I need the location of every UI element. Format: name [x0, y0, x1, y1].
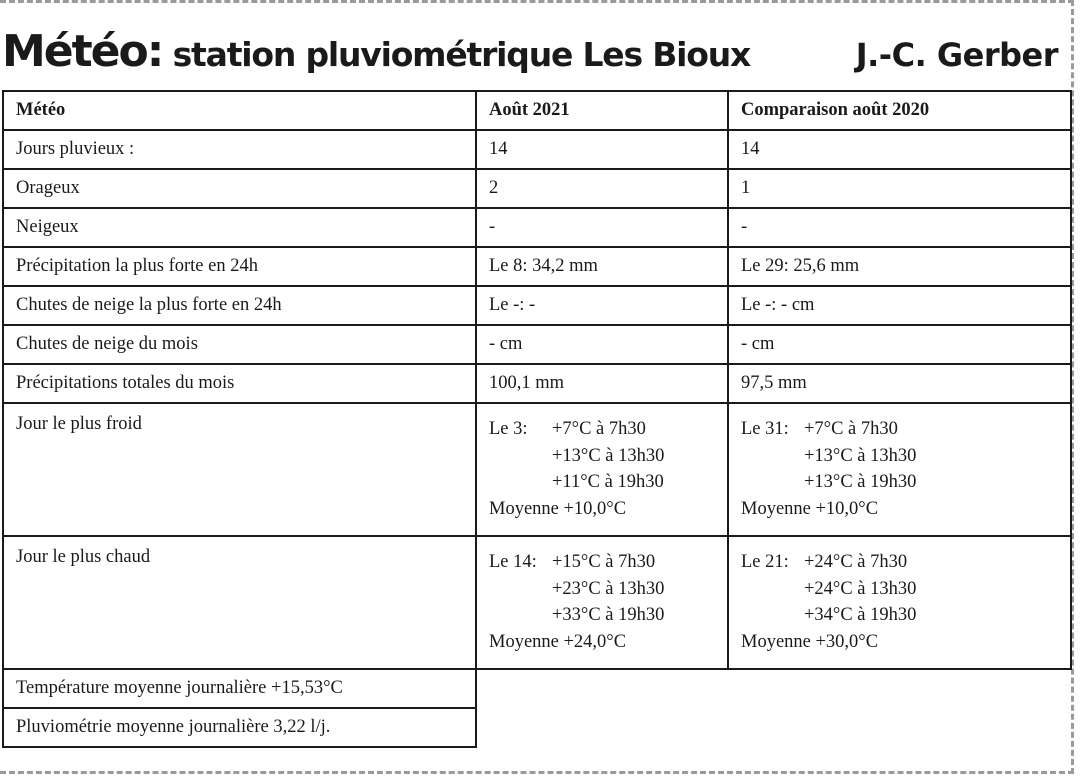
title-sub: station pluviométrique Les Bioux [162, 35, 751, 74]
cell-2020: 14 [728, 130, 1071, 169]
day-label: Le 14: [489, 552, 537, 572]
cell-2021: 100,1 mm [476, 364, 728, 403]
cell-2021: 2 [476, 169, 728, 208]
cell-2021: - cm [476, 325, 728, 364]
table-row [3, 325, 1071, 364]
row-label: Jour le plus chaud [3, 536, 476, 669]
table-row [3, 364, 1071, 403]
column-header-meteo: Météo [3, 91, 476, 130]
temp-midday: +24°C à 13h30 [804, 578, 917, 599]
temp-midday: +13°C à 13h30 [804, 445, 917, 466]
cell-2021: - [476, 208, 728, 247]
temp-average: Moyenne +10,0°C [741, 498, 879, 519]
column-header-aout-2020: Comparaison août 2020 [728, 91, 1071, 130]
summary-row [3, 708, 1071, 747]
cell-2020: Le -: - cm [728, 286, 1071, 325]
temp-average: Moyenne +24,0°C [489, 631, 627, 652]
cell-2021 [476, 403, 728, 536]
temp-evening: +11°C à 19h30 [552, 472, 664, 492]
cell-2020: 1 [728, 169, 1071, 208]
column-header-aout-2021: Août 2021 [476, 91, 728, 130]
page-title [2, 26, 750, 86]
temp-average: Moyenne +30,0°C [741, 631, 879, 652]
cell-2020 [728, 536, 1071, 669]
table-row-coldest-day [3, 403, 1071, 536]
cell-2020 [728, 403, 1071, 536]
day-label: Le 3: [489, 419, 528, 439]
row-label: Chutes de neige la plus forte en 24h [3, 286, 476, 325]
row-label: Jour le plus froid [3, 403, 476, 536]
cell-2020: 97,5 mm [728, 364, 1071, 403]
author: J.-C. Gerber [855, 36, 1058, 74]
table-row [3, 247, 1071, 286]
table-row-hottest-day [3, 536, 1071, 669]
temp-evening: +13°C à 19h30 [804, 472, 917, 492]
summary-row [3, 669, 1071, 708]
temp-morning: +7°C à 7h30 [552, 419, 646, 439]
cell-2020: - cm [728, 325, 1071, 364]
temp-morning: +15°C à 7h30 [552, 552, 656, 572]
summary-temperature: Température moyenne journalière +15,53°C [3, 669, 476, 708]
table-row [3, 130, 1071, 169]
temp-morning: +7°C à 7h30 [804, 419, 898, 439]
day-label: Le 21: [741, 552, 789, 572]
row-label: Neigeux [3, 208, 476, 247]
title-main: Météo: [2, 26, 163, 77]
day-label: Le 31: [741, 419, 789, 439]
row-label: Jours pluvieux : [3, 130, 476, 169]
temp-midday: +23°C à 13h30 [552, 578, 665, 599]
temp-average: Moyenne +10,0°C [489, 498, 627, 519]
row-label: Précipitations totales du mois [3, 364, 476, 403]
cell-2021: Le 8: 34,2 mm [476, 247, 728, 286]
cell-2020: - [728, 208, 1071, 247]
summary-rainfall: Pluviométrie moyenne journalière 3,22 l/j. [3, 708, 476, 747]
table-row [3, 208, 1071, 247]
header-row [3, 91, 1071, 130]
table-row [3, 169, 1071, 208]
row-label: Précipitation la plus forte en 24h [3, 247, 476, 286]
row-label: Chutes de neige du mois [3, 325, 476, 364]
temp-evening: +33°C à 19h30 [552, 605, 665, 625]
table-row [3, 286, 1071, 325]
weather-table [2, 90, 1072, 748]
cell-2021: Le -: - [476, 286, 728, 325]
cell-2020: Le 29: 25,6 mm [728, 247, 1071, 286]
temp-morning: +24°C à 7h30 [804, 552, 908, 572]
cell-2021: 14 [476, 130, 728, 169]
cell-2021 [476, 536, 728, 669]
row-label: Orageux [3, 169, 476, 208]
temp-evening: +34°C à 19h30 [804, 605, 917, 625]
temp-midday: +13°C à 13h30 [552, 445, 665, 466]
